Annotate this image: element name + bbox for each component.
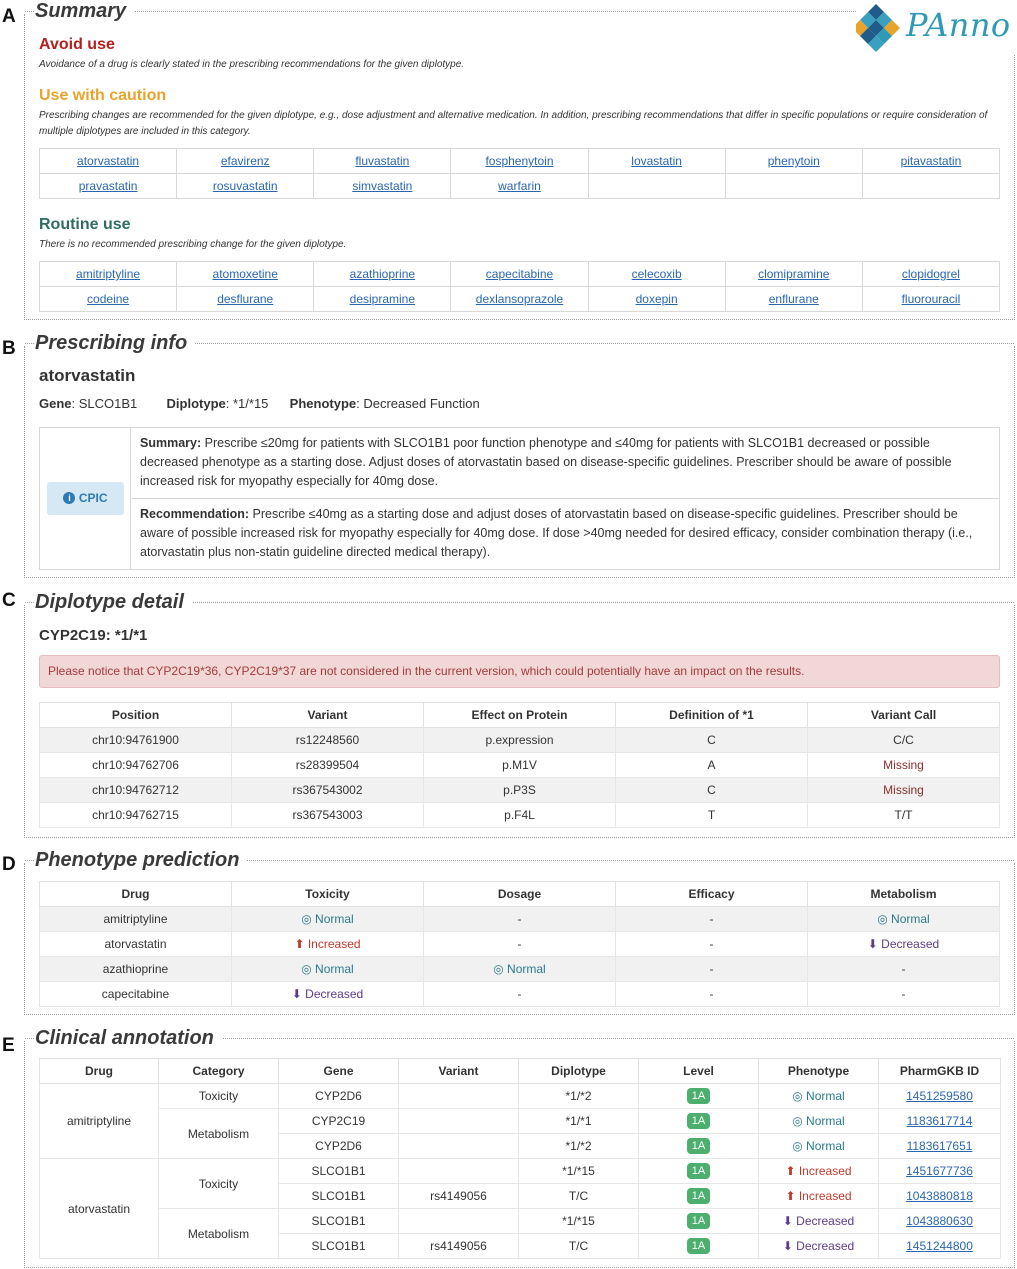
drug-grid-cell xyxy=(40,149,177,174)
column-header: Category xyxy=(159,1059,279,1084)
table-row xyxy=(40,1109,1001,1134)
drug-grid-cell xyxy=(314,262,451,287)
category-cell: Toxicity xyxy=(159,1159,279,1209)
gene-cell: SLCO1B1 xyxy=(279,1209,399,1234)
info-icon: i xyxy=(63,492,75,504)
section-letter-c: C xyxy=(2,590,16,611)
table-cell: rs367543002 xyxy=(232,778,424,803)
table-row xyxy=(40,1159,1001,1184)
diplotype-cell: *1/*1 xyxy=(519,1109,639,1134)
drug-grid-cell xyxy=(40,174,177,199)
guideline-source-cell xyxy=(40,428,131,569)
table-cell: T xyxy=(616,803,808,828)
drug-link-pravastatin[interactable]: pravastatin xyxy=(78,179,138,193)
table-cell: amitriptyline xyxy=(40,907,232,932)
drug-link-capecitabine[interactable]: capecitabine xyxy=(485,267,554,281)
drug-link-atomoxetine[interactable]: atomoxetine xyxy=(212,267,278,281)
avoid-use-description: Avoidance of a drug is clearly stated in the prescribing recommendations for the given diplotype. xyxy=(39,59,465,70)
column-header: Position xyxy=(40,703,232,728)
phenotype-cell: ◎ Normal xyxy=(759,1109,879,1134)
drug-link-fosphenytoin[interactable]: fosphenytoin xyxy=(485,154,554,168)
drug-link-fluorouracil[interactable]: fluorouracil xyxy=(901,292,961,306)
column-header: Dosage xyxy=(424,882,616,907)
level-badge: 1A xyxy=(687,1188,710,1204)
table-cell: - xyxy=(616,982,808,1007)
level-badge: 1A xyxy=(687,1138,710,1154)
summary-panel xyxy=(24,0,1015,320)
routine-use-description: There is no recommended prescribing change for the given diplotype. xyxy=(39,239,347,250)
level-cell xyxy=(639,1209,759,1234)
table-cell: p.expression xyxy=(424,728,616,753)
column-header: PharmGKB ID xyxy=(879,1059,1001,1084)
table-cell: atorvastatin xyxy=(40,932,232,957)
category-cell: Metabolism xyxy=(159,1209,279,1259)
table-row xyxy=(40,753,1000,778)
gene-cell: SLCO1B1 xyxy=(279,1159,399,1184)
drug-link-warfarin[interactable]: warfarin xyxy=(498,179,541,193)
pharmgkb-id-link[interactable]: 1043880818 xyxy=(906,1189,973,1203)
drug-grid-cell xyxy=(862,174,999,199)
clinical-table xyxy=(39,1058,1001,1259)
drug-grid-cell xyxy=(588,287,725,312)
pharmgkb-id-link[interactable]: 1451259580 xyxy=(906,1089,973,1103)
phenotype-cell: ◎ Normal xyxy=(759,1134,879,1159)
table-row xyxy=(40,728,1000,753)
panno-logo xyxy=(856,2,1016,54)
drug-link-doxepin[interactable]: doxepin xyxy=(635,292,678,306)
drug-grid-cell xyxy=(314,287,451,312)
table-cell: ⬇ Decreased xyxy=(808,932,1000,957)
guideline-summary xyxy=(132,428,999,499)
phenotype-table xyxy=(39,881,1000,1007)
column-header: Variant Call xyxy=(808,703,1000,728)
gene-cell: CYP2C19 xyxy=(279,1109,399,1134)
column-header: Efficacy xyxy=(616,882,808,907)
table-row xyxy=(40,1209,1001,1234)
pharmgkb-id-cell xyxy=(879,1159,1001,1184)
table-cell: Missing xyxy=(808,778,1000,803)
routine-use-heading: Routine use xyxy=(39,216,131,233)
summary-label: Summary: xyxy=(140,436,202,450)
drug-grid-cell xyxy=(451,287,588,312)
gene-label: Gene xyxy=(39,396,72,411)
drug-grid-cell xyxy=(588,262,725,287)
variant-cell xyxy=(399,1084,519,1109)
column-header: Phenotype xyxy=(759,1059,879,1084)
summary-text: Prescribe ≤20mg for patients with SLCO1B1 poor function phenotype and ≤40mg for patients with SLCO1B1 decreased or possible decreased phenotype as a starting dose. Adjust doses of atorvastatin based on disease-specific guidelines. Prescriber should be aware of possible increased risk for myopathy especially for 40mg dose. xyxy=(140,436,952,488)
table-cell: Missing xyxy=(808,753,1000,778)
drug-link-desflurane[interactable]: desflurane xyxy=(217,292,274,306)
diplotype-cell: T/C xyxy=(519,1184,639,1209)
table-cell: - xyxy=(616,932,808,957)
pharmgkb-id-cell xyxy=(879,1184,1001,1209)
drug-link-atorvastatin[interactable]: atorvastatin xyxy=(77,154,140,168)
routine-drug-grid xyxy=(39,261,1000,312)
drug-grid-cell xyxy=(451,149,588,174)
variant-cell xyxy=(399,1109,519,1134)
pharmgkb-id-link[interactable]: 1183617651 xyxy=(906,1139,973,1153)
drug-grid-cell xyxy=(862,149,999,174)
drug-grid-cell xyxy=(725,149,862,174)
drug-link-celecoxib[interactable]: celecoxib xyxy=(631,267,682,281)
table-row xyxy=(40,932,1000,957)
phenotype-cell: ⬆ Increased xyxy=(759,1159,879,1184)
table-cell: chr10:94762715 xyxy=(40,803,232,828)
drug-grid-cell xyxy=(177,262,314,287)
variant-cell: rs4149056 xyxy=(399,1184,519,1209)
drug-grid-cell xyxy=(314,174,451,199)
panno-logo-icon xyxy=(856,2,904,54)
phenotype-cell: ⬆ Increased xyxy=(759,1184,879,1209)
table-cell: capecitabine xyxy=(40,982,232,1007)
drug-link-azathioprine[interactable]: azathioprine xyxy=(349,267,416,281)
table-cell: chr10:94762712 xyxy=(40,778,232,803)
pharmgkb-id-cell xyxy=(879,1234,1001,1259)
drug-link-efavirenz[interactable]: efavirenz xyxy=(220,154,270,168)
drug-cell: atorvastatin xyxy=(40,1159,159,1259)
level-badge: 1A xyxy=(687,1163,710,1179)
pharmgkb-id-link[interactable]: 1183617714 xyxy=(906,1114,973,1128)
level-badge: 1A xyxy=(687,1238,710,1254)
section-letter-a: A xyxy=(2,6,16,27)
drug-grid-cell xyxy=(588,149,725,174)
pharmgkb-id-cell xyxy=(879,1109,1001,1134)
drug-link-clomipramine[interactable]: clomipramine xyxy=(758,267,830,281)
level-cell xyxy=(639,1084,759,1109)
level-cell xyxy=(639,1184,759,1209)
table-cell: rs28399504 xyxy=(232,753,424,778)
drug-grid-cell xyxy=(451,262,588,287)
drug-grid-cell xyxy=(177,287,314,312)
gene-cell: CYP2D6 xyxy=(279,1134,399,1159)
diplotype-value: : *1/*15 xyxy=(225,396,269,411)
drug-grid-row xyxy=(40,262,1000,287)
guideline-recommendation xyxy=(132,499,999,569)
phenotype-cell: ◎ Normal xyxy=(759,1084,879,1109)
diplotype-cell: *1/*2 xyxy=(519,1134,639,1159)
avoid-use-heading: Avoid use xyxy=(39,36,115,53)
cpic-badge[interactable] xyxy=(47,482,124,515)
level-badge: 1A xyxy=(687,1088,710,1104)
section-letter-d: D xyxy=(2,854,16,875)
drug-link-codeine[interactable]: codeine xyxy=(87,292,130,306)
table-cell: - xyxy=(424,932,616,957)
phenotype-title: Phenotype prediction xyxy=(35,849,247,872)
table-cell: ⬆ Increased xyxy=(232,932,424,957)
pharmgkb-id-link[interactable]: 1451677736 xyxy=(906,1164,973,1178)
table-cell: ⬇ Decreased xyxy=(232,982,424,1007)
table-cell: C/C xyxy=(808,728,1000,753)
drug-grid-row xyxy=(40,174,1000,199)
drug-link-phenytoin[interactable]: phenytoin xyxy=(767,154,820,168)
diplotype-heading: CYP2C19: *1/*1 xyxy=(39,627,148,644)
diplotype-table xyxy=(39,702,1000,828)
table-cell: p.P3S xyxy=(424,778,616,803)
drug-link-desipramine[interactable]: desipramine xyxy=(349,292,416,306)
drug-grid-cell xyxy=(588,174,725,199)
table-cell: - xyxy=(616,957,808,982)
guideline-box xyxy=(39,427,1000,570)
drug-link-simvastatin[interactable]: simvastatin xyxy=(352,179,413,193)
diplotype-cell: T/C xyxy=(519,1234,639,1259)
table-cell: ◎ Normal xyxy=(424,957,616,982)
drug-link-enflurane[interactable]: enflurane xyxy=(768,292,819,306)
diplotype-title: Diplotype detail xyxy=(35,591,192,614)
table-cell: - xyxy=(424,907,616,932)
table-cell: T/T xyxy=(808,803,1000,828)
caution-heading: Use with caution xyxy=(39,87,167,104)
category-cell: Metabolism xyxy=(159,1109,279,1159)
pharmgkb-id-link[interactable]: 1043880630 xyxy=(906,1214,973,1228)
table-cell: ◎ Normal xyxy=(232,907,424,932)
clinical-panel xyxy=(24,1027,1015,1268)
phenotype-cell: ⬇ Decreased xyxy=(759,1234,879,1259)
gene-cell: SLCO1B1 xyxy=(279,1234,399,1259)
drug-grid-cell xyxy=(725,174,862,199)
diplotype-cell: *1/*15 xyxy=(519,1209,639,1234)
section-letter-b: B xyxy=(2,338,16,359)
gene-cell: SLCO1B1 xyxy=(279,1184,399,1209)
column-header: Effect on Protein xyxy=(424,703,616,728)
table-row xyxy=(40,957,1000,982)
drug-grid-cell xyxy=(177,149,314,174)
drug-grid-cell xyxy=(451,174,588,199)
column-header: Variant xyxy=(232,703,424,728)
drug-link-amitriptyline[interactable]: amitriptyline xyxy=(76,267,141,281)
drug-link-lovastatin[interactable]: lovastatin xyxy=(631,154,682,168)
drug-grid-cell xyxy=(725,287,862,312)
variant-cell xyxy=(399,1209,519,1234)
table-cell: - xyxy=(424,982,616,1007)
table-cell: chr10:94761900 xyxy=(40,728,232,753)
diplotype-notice: Please notice that CYP2C19*36, CYP2C19*37 are not considered in the current version, which could potentially have an impact on the results. xyxy=(39,655,1000,688)
column-header: Definition of *1 xyxy=(616,703,808,728)
table-cell: rs12248560 xyxy=(232,728,424,753)
table-cell: C xyxy=(616,728,808,753)
drug-grid-cell xyxy=(725,262,862,287)
table-row xyxy=(40,1084,1001,1109)
table-row xyxy=(40,778,1000,803)
drug-grid-row xyxy=(40,287,1000,312)
variant-cell xyxy=(399,1134,519,1159)
diplotype-panel xyxy=(24,591,1015,838)
gene-cell: CYP2D6 xyxy=(279,1084,399,1109)
column-header: Drug xyxy=(40,882,232,907)
table-row xyxy=(40,907,1000,932)
drug-cell: amitriptyline xyxy=(40,1084,159,1159)
drug-grid-cell xyxy=(862,262,999,287)
column-header: Level xyxy=(639,1059,759,1084)
pharmgkb-id-cell xyxy=(879,1084,1001,1109)
caution-description: Prescribing changes are recommended for the given diplotype, e.g., dose adjustment and alternative medication. In addition, prescribing recommendations that differ in specific populations or require consideration of multiple diplotypes are included in this category. xyxy=(39,110,988,137)
table-cell: azathioprine xyxy=(40,957,232,982)
drug-link-dexlansoprazole[interactable]: dexlansoprazole xyxy=(475,292,564,306)
pharmgkb-id-cell xyxy=(879,1134,1001,1159)
clinical-title: Clinical annotation xyxy=(35,1027,222,1050)
level-cell xyxy=(639,1109,759,1134)
column-header: Drug xyxy=(40,1059,159,1084)
column-header: Metabolism xyxy=(808,882,1000,907)
prescribing-panel xyxy=(24,332,1015,578)
column-header: Toxicity xyxy=(232,882,424,907)
phenotype-label: Phenotype xyxy=(289,396,357,411)
drug-grid-cell xyxy=(40,287,177,312)
pharmgkb-id-cell xyxy=(879,1209,1001,1234)
section-letter-e: E xyxy=(2,1035,15,1056)
drug-grid-cell xyxy=(862,287,999,312)
category-cell: Toxicity xyxy=(159,1084,279,1109)
table-cell: - xyxy=(808,982,1000,1007)
caution-drug-grid xyxy=(39,148,1000,199)
drug-link-clopidogrel[interactable]: clopidogrel xyxy=(901,267,960,281)
drug-grid-cell xyxy=(314,149,451,174)
table-cell: p.F4L xyxy=(424,803,616,828)
table-cell: C xyxy=(616,778,808,803)
column-header: Gene xyxy=(279,1059,399,1084)
prescribing-drug-name: atorvastatin xyxy=(39,366,136,385)
table-row xyxy=(40,982,1000,1007)
recommendation-text: Prescribe ≤40mg as a starting dose and adjust doses of atorvastatin based on disease-specific guidelines. Prescriber should be aware of possible increased risk for myopathy especially for 40mg dose. If dose >40mg needed for desired efficacy, consider combination therapy (i.e., atorvastatin plus non-statin guideline directed medical therapy). xyxy=(140,507,973,559)
drug-grid-cell xyxy=(40,262,177,287)
table-cell: - xyxy=(616,907,808,932)
cpic-label: CPIC xyxy=(78,491,108,505)
table-cell: rs367543003 xyxy=(232,803,424,828)
level-badge: 1A xyxy=(687,1213,710,1229)
diplotype-cell: *1/*2 xyxy=(519,1084,639,1109)
drug-link-rosuvastatin[interactable]: rosuvastatin xyxy=(212,179,278,193)
recommendation-label: Recommendation: xyxy=(140,507,250,521)
prescribing-title: Prescribing info xyxy=(35,332,195,355)
table-cell: - xyxy=(808,957,1000,982)
drug-grid-cell xyxy=(177,174,314,199)
pharmgkb-id-link[interactable]: 1451244800 xyxy=(906,1239,973,1253)
level-cell xyxy=(639,1159,759,1184)
diplotype-cell: *1/*15 xyxy=(519,1159,639,1184)
table-cell: ◎ Normal xyxy=(808,907,1000,932)
phenotype-value: : Decreased Function xyxy=(356,396,480,411)
table-cell: chr10:94762706 xyxy=(40,753,232,778)
table-cell: A xyxy=(616,753,808,778)
table-cell: p.M1V xyxy=(424,753,616,778)
level-badge: 1A xyxy=(687,1113,710,1129)
column-header: Variant xyxy=(399,1059,519,1084)
panno-logo-text: PAnno xyxy=(906,6,1011,44)
drug-link-pitavastatin[interactable]: pitavastatin xyxy=(900,154,962,168)
variant-cell: rs4149056 xyxy=(399,1234,519,1259)
drug-link-fluvastatin[interactable]: fluvastatin xyxy=(355,154,410,168)
table-row xyxy=(40,803,1000,828)
column-header: Diplotype xyxy=(519,1059,639,1084)
diplotype-label: Diplotype xyxy=(166,396,226,411)
level-cell xyxy=(639,1134,759,1159)
table-cell: ◎ Normal xyxy=(232,957,424,982)
level-cell xyxy=(639,1234,759,1259)
variant-cell xyxy=(399,1159,519,1184)
phenotype-panel xyxy=(24,849,1015,1015)
gene-value: : SLCO1B1 xyxy=(71,396,138,411)
drug-grid-row xyxy=(40,149,1000,174)
phenotype-cell: ⬇ Decreased xyxy=(759,1209,879,1234)
summary-title: Summary xyxy=(35,0,134,23)
prescribing-gene-line xyxy=(39,396,480,411)
